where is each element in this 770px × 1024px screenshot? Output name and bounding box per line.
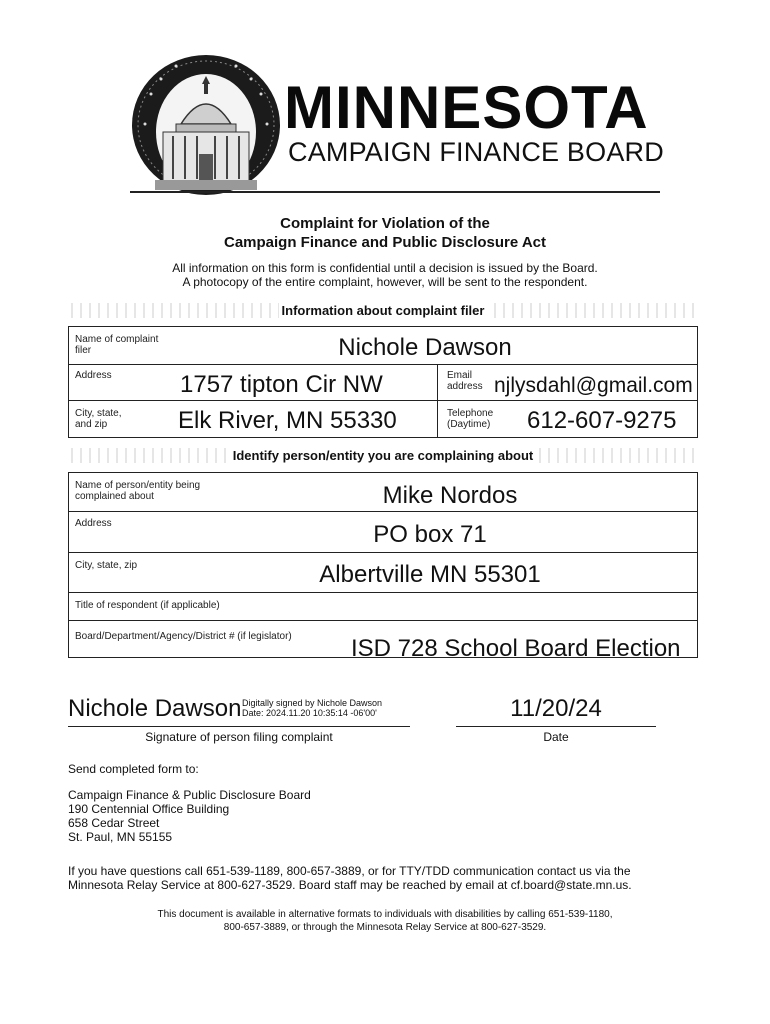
form-title-line2: Campaign Finance and Public Disclosure Act <box>223 234 547 251</box>
respondent-address-label: Address <box>75 518 112 529</box>
filer-name-label: Name of complaint filer <box>75 334 159 356</box>
date-line <box>456 726 656 727</box>
mailing-address: Campaign Finance & Public Disclosure Board 190 Centennial Office Building 658 Cedar Street St. Paul, MN 55155 <box>68 788 311 844</box>
digital-signature-stamp: Digitally signed by Nichole Dawson Date: 2024.11.20 10:35:14 -06'00' <box>242 698 383 718</box>
filer-name-field[interactable]: Nichole Dawson <box>338 334 512 361</box>
filer-city-label: City, state, and zip <box>75 408 122 430</box>
respondent-address-field[interactable]: PO box 71 <box>373 521 487 548</box>
form-title-line1: Complaint for Violation of the <box>280 215 490 232</box>
respondent-city-label: City, state, zip <box>75 560 138 571</box>
respondent-city-field[interactable]: Albertville MN 55301 <box>319 561 541 588</box>
respondent-name-label: Name of person/entity being complained about <box>75 480 201 502</box>
header-divider <box>130 191 660 193</box>
filer-email-field[interactable]: njlysdahl@gmail.com <box>494 374 693 397</box>
filer-phone-field[interactable]: 612-607-9275 <box>527 407 677 434</box>
respondent-row-divider <box>68 592 698 593</box>
confidentiality-notice-line1: All information on this form is confidential until a decision is issued by the Board. <box>172 261 598 275</box>
contact-info: If you have questions call 651-539-1189, 800-657-3889, or for TTY/TDD communication contact us via the Minnesota Relay Service at 800-627-3529. Board staff may be reached by email at cf.board@state.mn.us. <box>68 864 632 892</box>
mailing-intro: Send completed form to: <box>68 762 199 776</box>
respondent-title-label: Title of respondent (if applicable) <box>75 600 220 611</box>
filer-address-label: Address <box>75 370 112 381</box>
filer-row-divider <box>68 400 698 401</box>
filer-section-header: Information about complaint filer <box>68 303 698 318</box>
date-caption: Date <box>543 730 569 744</box>
respondent-name-field[interactable]: Mike Nordos <box>382 482 518 509</box>
filer-address-field[interactable]: 1757 tipton Cir NW <box>180 371 383 398</box>
respondent-row-divider <box>68 511 698 512</box>
filer-email-label: Email address <box>447 370 483 392</box>
state-capitol-seal-icon <box>131 54 281 196</box>
date-field[interactable]: 11/20/24 <box>510 695 602 722</box>
filer-city-field[interactable]: Elk River, MN 55330 <box>178 407 397 434</box>
brand-title: MINNESOTA <box>284 74 649 141</box>
signature-name[interactable]: Nichole Dawson <box>68 695 242 722</box>
filer-phone-label: Telephone (Daytime) <box>447 408 494 430</box>
brand-subtitle: CAMPAIGN FINANCE BOARD <box>288 137 664 167</box>
signature-line <box>68 726 410 727</box>
confidentiality-notice-line2: A photocopy of the entire complaint, however, will be sent to the respondent. <box>182 275 588 289</box>
respondent-board-label: Board/Department/Agency/District # (if legislator) <box>75 631 292 642</box>
respondent-section-header: Identify person/entity you are complaining about <box>68 448 698 463</box>
filer-column-divider <box>437 364 438 438</box>
respondent-board-field[interactable]: ISD 728 School Board Election <box>351 635 681 662</box>
respondent-row-divider <box>68 620 698 621</box>
filer-row-divider <box>68 364 698 365</box>
respondent-row-divider <box>68 552 698 553</box>
signature-caption: Signature of person filing complaint <box>145 730 333 744</box>
accessibility-notice: This document is available in alternative formats to individuals with disabilities by calling 651-539-1180, 800-657-3889, or through the Minnesota Relay Service at 800-627-3529. <box>157 909 613 933</box>
